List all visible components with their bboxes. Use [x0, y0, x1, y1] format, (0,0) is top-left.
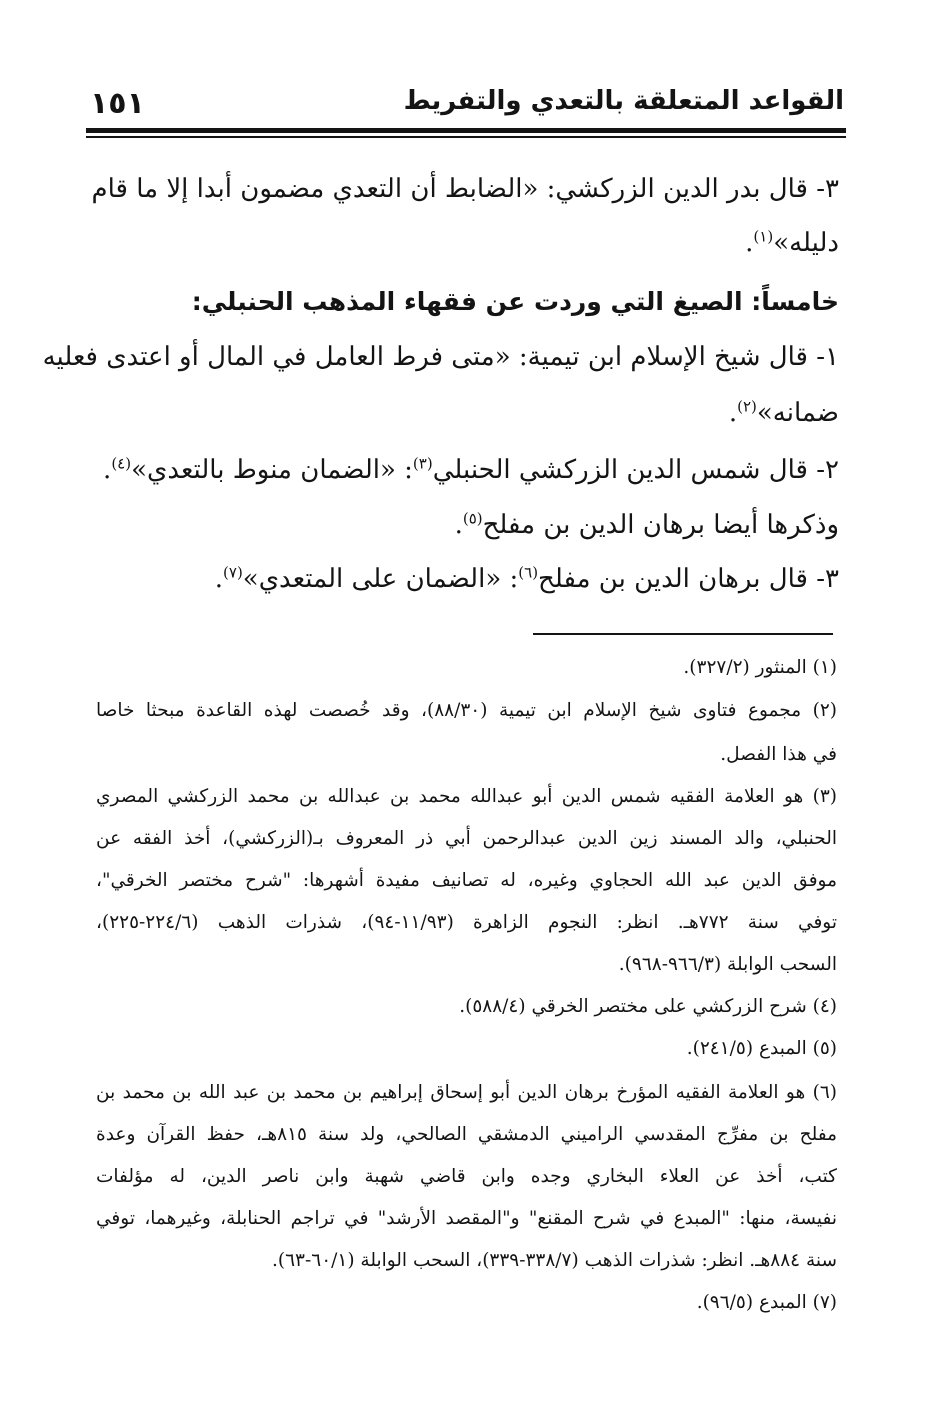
- footnote-3-line-5: السحب الوابلة (٩٦٦/٣-٩٦٨).: [618, 954, 837, 975]
- footnote-7: (٧) المبدع (٩٦/٥).: [696, 1292, 837, 1313]
- header-rule-thick: [86, 128, 846, 133]
- quote: : «الضمان على المتعدي»: [242, 564, 519, 594]
- footnote-ref-5: (٥): [462, 509, 483, 528]
- quote: : «الضمان منوط بالتعدي»: [131, 455, 413, 485]
- footnote-6-line-2: مفلح بن مفرِّج المقدسي الراميني الدمشقي الصالحي، ولد سنة ٨١٥هـ، حفظ القرآن وعدة: [96, 1124, 837, 1145]
- footnote-ref-2: (٢): [737, 397, 757, 416]
- body-line-2: [745, 228, 839, 259]
- quote-end: دليله»: [773, 228, 839, 258]
- footnote-3-line-2: الحنبلي، والد المسند زين الدين عبدالرحمن أبي ذر المعروف بـ(الزركشي)، أخذ الفقه عن: [96, 828, 837, 849]
- footnote-4: (٤) شرح الزركشي على مختصر الخرقي (٥٨٨/٤).: [459, 996, 837, 1017]
- text-part: ٢- قال شمس الدين الزركشي الحنبلي: [432, 455, 839, 485]
- quote-end: ضمانه»: [756, 398, 839, 428]
- text-part: وذكرها أيضا برهان الدين بن مفلح: [482, 510, 839, 540]
- footnote-3-line-1: (٣) هو العلامة الفقيه شمس الدين أبو عبدالله محمد بن عبدالله بن محمد الزركشي المصري: [96, 786, 837, 807]
- text-part: ٣- قال برهان الدين بن مفلح: [538, 564, 839, 594]
- body-line-4: [729, 398, 839, 429]
- running-title: القواعد المتعلقة بالتعدي والتفريط: [403, 86, 844, 116]
- footnote-6-line-3: كتب، أخذ عن العلاء البخاري وجده وابن قاضي شهبة وابن ناصر الدين، له مؤلفات: [96, 1166, 837, 1187]
- footnote-1: (١) المنثور (٣٢٧/٢).: [683, 657, 837, 678]
- page-number: ١٥١: [90, 86, 145, 121]
- period: .: [214, 564, 224, 594]
- footnote-separator: [533, 633, 833, 635]
- period: .: [745, 228, 754, 258]
- footnote-2-line-2: في هذا الفصل.: [720, 744, 837, 765]
- footnote-ref-1: (١): [753, 227, 774, 246]
- footnote-6-line-4: نفيسة، منها: "المبدع في شرح المقنع" و"المقصد الأرشد" في تراجم الحنابلة، وغيرهما، توفي: [96, 1208, 837, 1229]
- header-rule-thin: [86, 136, 846, 138]
- footnote-3-line-3: موفق الدين عبد الله الحجاوي وغيره، له تصانيف مفيدة أشهرها: "شرح مختصر الخرقي"،: [96, 870, 837, 891]
- footnote-2-line-1: (٢) مجموع فتاوى شيخ الإسلام ابن تيمية (٨٨/٣٠)، وقد خُصصت لهذه القاعدة مبحثا خاصا: [96, 700, 837, 721]
- footnote-6-line-1: (٦) هو العلامة الفقيه المؤرخ برهان الدين أبو إسحاق إبراهيم بن محمد بن عبد الله بن محمد بن: [96, 1082, 837, 1103]
- footnote-ref-4: (٤): [111, 454, 132, 473]
- footnote-ref-7: (٧): [223, 563, 243, 582]
- footnote-6-line-5: سنة ٨٨٤هـ. انظر: شذرات الذهب (٣٣٨/٧-٣٣٩)، السحب الوابلة (٦٠/١-٦٣).: [272, 1250, 837, 1271]
- body-line-5: [103, 455, 839, 486]
- footnote-ref-3: (٣): [412, 454, 433, 473]
- period: .: [103, 455, 112, 485]
- period: .: [454, 510, 463, 540]
- body-line-7: [215, 564, 839, 595]
- footnote-5: (٥) المبدع (٢٤١/٥).: [686, 1038, 837, 1059]
- footnote-ref-6: (٦): [518, 563, 539, 582]
- footnote-3-line-4: توفي سنة ٧٧٢هـ. انظر: النجوم الزاهرة (١١/٩٣-٩٤)، شذرات الذهب (٢٢٤/٦-٢٢٥)،: [96, 912, 837, 933]
- period: .: [728, 398, 738, 428]
- body-line-1: ٣- قال بدر الدين الزركشي: «الضابط أن التعدي مضمون أبدا إلا ما قام: [91, 174, 839, 204]
- page-header: [86, 84, 846, 124]
- section-heading: خامساً: الصيغ التي وردت عن فقهاء المذهب الحنبلي:: [191, 287, 839, 316]
- body-line-3: ١- قال شيخ الإسلام ابن تيمية: «متى فرط العامل في المال أو اعتدى فعليه: [42, 342, 839, 372]
- body-line-6: [455, 510, 839, 541]
